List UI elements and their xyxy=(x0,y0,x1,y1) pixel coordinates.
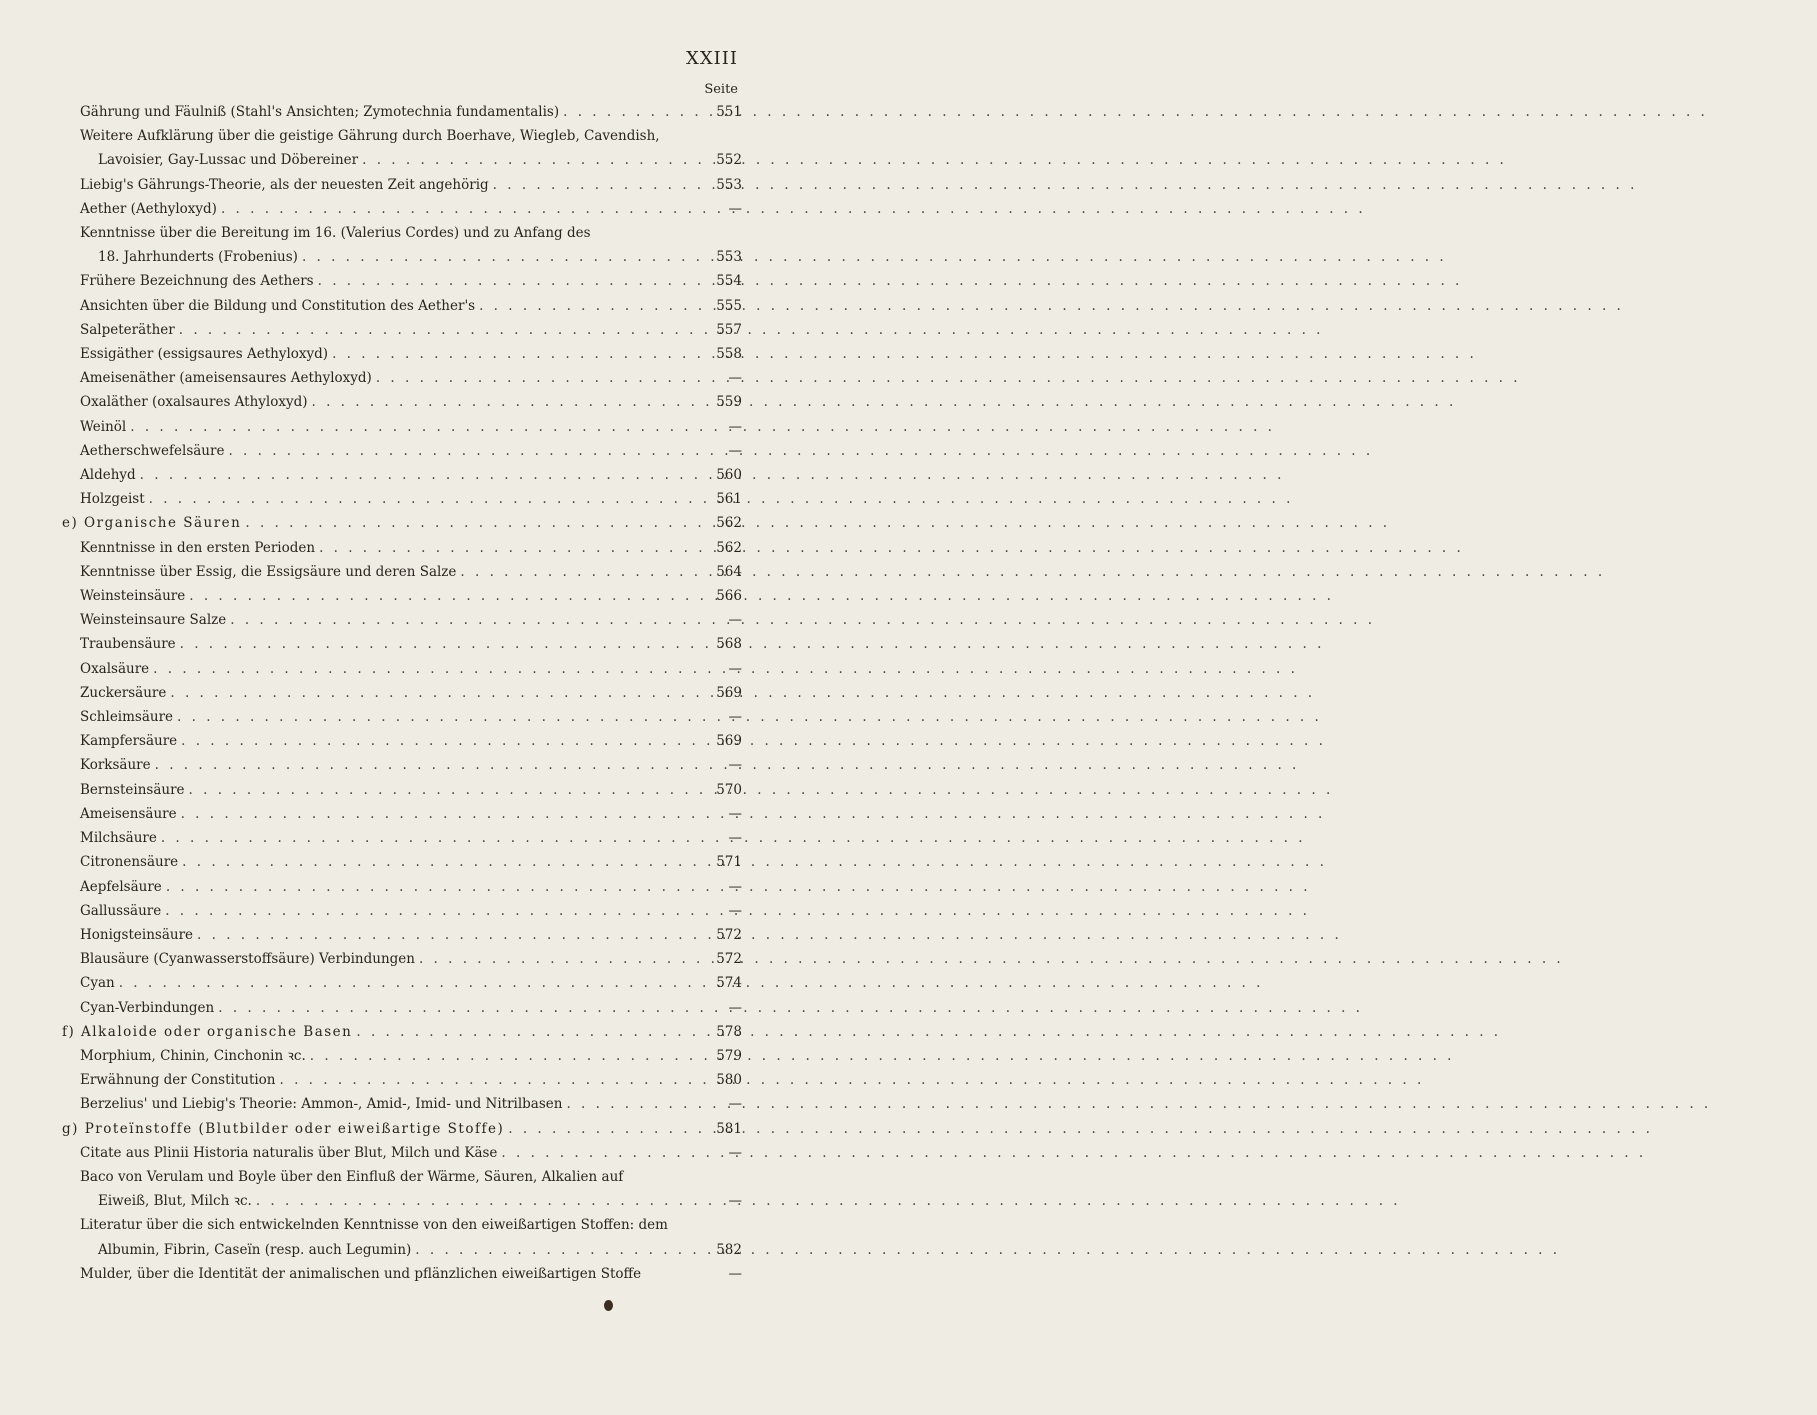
toc-entry xyxy=(62,729,742,753)
toc-entry xyxy=(62,1068,742,1092)
dot-leader xyxy=(197,923,700,947)
toc-entry-title: Aether (Aethyloxyd) xyxy=(80,200,217,217)
toc-entry xyxy=(62,1262,742,1286)
dot-leader xyxy=(218,996,700,1020)
toc-entry-page: 569 xyxy=(716,733,742,750)
toc-entry-title: Eiweiß, Blut, Milch ꝛc. xyxy=(98,1193,252,1210)
toc-entry-page: — xyxy=(728,1265,742,1282)
dot-leader xyxy=(302,245,700,269)
toc-entry-page: 562 xyxy=(716,515,742,532)
dot-leader xyxy=(312,390,700,414)
dot-leader xyxy=(181,802,700,826)
toc-entry-title: Kenntnisse über Essig, die Essigsäure und deren Salze xyxy=(80,563,457,580)
toc-entry xyxy=(62,148,742,172)
toc-entry-page: — xyxy=(728,830,742,847)
toc-entry-title: Oxaläther (oxalsaures Athyloxyd) xyxy=(80,394,308,411)
toc-entry-title: Cyan-Verbindungen xyxy=(80,999,215,1016)
toc-entry xyxy=(62,100,742,124)
toc-entry-page: 558 xyxy=(716,346,742,363)
dot-leader xyxy=(319,536,700,560)
dot-leader xyxy=(161,826,700,850)
toc-entry-page: — xyxy=(728,878,742,895)
toc-entry xyxy=(62,124,742,148)
dot-leader xyxy=(230,608,700,632)
toc-entry-title: f) Alkaloide oder organische Basen xyxy=(62,1023,353,1040)
toc-entry-title: Cyan xyxy=(80,975,115,992)
toc-entry-title: Essigäther (essigsaures Aethyloxyd) xyxy=(80,346,329,363)
toc-entry-title: Weinsteinsäure xyxy=(80,588,186,605)
toc-entry xyxy=(62,1213,742,1237)
dot-leader xyxy=(228,439,700,463)
toc-entry xyxy=(62,923,742,947)
toc-entry xyxy=(62,1092,742,1116)
toc-entry-page: 570 xyxy=(716,781,742,798)
dot-leader xyxy=(280,1068,700,1092)
toc-entry xyxy=(62,463,742,487)
toc-entry-title: Literatur über die sich entwickelnden Kenntnisse von den eiweißartigen Stoffen: dem xyxy=(80,1217,668,1234)
toc-entry-title: Aepfelsäure xyxy=(80,878,162,895)
toc-entry xyxy=(62,439,742,463)
toc-entry-title: Milchsäure xyxy=(80,830,157,847)
toc-entry-title: Kenntnisse in den ersten Perioden xyxy=(80,539,316,556)
toc-entry xyxy=(62,1165,742,1189)
toc-entry-page: 572 xyxy=(716,926,742,943)
dot-leader xyxy=(149,487,700,511)
toc-entry-page: — xyxy=(728,709,742,726)
toc-entry-title: Ameisensäure xyxy=(80,805,177,822)
toc-entry-page: 562 xyxy=(716,539,742,556)
toc-entry-page: — xyxy=(728,805,742,822)
toc-entry-page: — xyxy=(728,418,742,435)
toc-entry-title: Zuckersäure xyxy=(80,684,167,701)
toc-entry-page: — xyxy=(728,1193,742,1210)
dot-leader xyxy=(221,197,700,221)
toc-entry xyxy=(62,294,742,318)
dot-leader xyxy=(256,1189,700,1213)
toc-entry-page: 569 xyxy=(716,684,742,701)
toc-entry-page: — xyxy=(728,660,742,677)
toc-entry xyxy=(62,536,742,560)
dot-leader xyxy=(153,657,700,681)
toc-entry xyxy=(62,971,742,995)
toc-entry-title: Oxalsäure xyxy=(80,660,150,677)
toc-entry-title: Weinsteinsaure Salze xyxy=(80,612,227,629)
toc-entry xyxy=(62,269,742,293)
dot-leader xyxy=(460,560,700,584)
toc-entry xyxy=(62,996,742,1020)
dot-leader xyxy=(415,1238,700,1262)
dot-leader xyxy=(140,463,700,487)
toc-entry-page: 582 xyxy=(716,1241,742,1258)
toc-entry xyxy=(62,1020,742,1044)
toc-entry xyxy=(62,802,742,826)
toc-entry xyxy=(62,390,742,414)
dot-leader xyxy=(493,173,700,197)
toc-entry xyxy=(62,318,742,342)
toc-entry-title: Liebig's Gährungs-Theorie, als der neuesten Zeit angehörig xyxy=(80,176,489,193)
toc-entry-title: Ameisenäther (ameisensaures Aethyloxyd) xyxy=(80,370,372,387)
toc-entry-page: — xyxy=(728,442,742,459)
toc-entry-page: 571 xyxy=(716,854,742,871)
toc-entry xyxy=(62,245,742,269)
toc-entry-page: — xyxy=(728,999,742,1016)
dot-leader xyxy=(566,1092,700,1116)
toc-entry xyxy=(62,826,742,850)
toc-entry xyxy=(62,1238,742,1262)
page-column-label: Seite xyxy=(704,82,738,97)
dot-leader xyxy=(189,778,700,802)
toc-entry-title: Aldehyd xyxy=(80,467,136,484)
toc-entry xyxy=(62,681,742,705)
toc-entry-page: 555 xyxy=(716,297,742,314)
toc-entry-title: Frühere Bezeichnung des Aethers xyxy=(80,273,314,290)
dot-leader xyxy=(419,947,700,971)
toc-entry-page: 572 xyxy=(716,951,742,968)
toc-entry xyxy=(62,657,742,681)
toc-entry-title: Weitere Aufklärung über die geistige Gährung durch Boerhave, Wiegleb, Cavendish, xyxy=(80,128,660,145)
toc-entry-page: 561 xyxy=(716,491,742,508)
toc-entry-title: Albumin, Fibrin, Caseïn (resp. auch Legumin) xyxy=(98,1241,412,1258)
toc-entry-title: g) Proteïnstoffe (Blutbilder oder eiweißartige Stoffe) xyxy=(62,1120,505,1137)
toc-entry-page: — xyxy=(728,612,742,629)
toc-entry-title: Bernsteinsäure xyxy=(80,781,185,798)
toc-entry xyxy=(62,1117,742,1141)
dot-leader xyxy=(155,753,700,777)
dot-leader xyxy=(362,148,700,172)
toc-entry-title: Gallussäure xyxy=(80,902,162,919)
toc-entry-title: Mulder, über die Identität der animalischen und pflänzlichen eiweißartigen Stoffe xyxy=(80,1265,642,1282)
dot-leader xyxy=(356,1020,700,1044)
toc-entry-title: Lavoisier, Gay-Lussac und Döbereiner xyxy=(98,152,359,169)
toc-entry xyxy=(62,415,742,439)
toc-entry-page: 553 xyxy=(716,249,742,266)
dot-leader xyxy=(165,899,700,923)
toc-entry-page: 574 xyxy=(716,975,742,992)
table-of-contents xyxy=(62,100,742,1286)
toc-entry-title: Aetherschwefelsäure xyxy=(80,442,225,459)
toc-entry xyxy=(62,197,742,221)
toc-entry-title: Salpeteräther xyxy=(80,321,175,338)
toc-entry-title: Kenntnisse über die Bereitung im 16. (Valerius Cordes) und zu Anfang des xyxy=(80,225,591,242)
toc-entry xyxy=(62,342,742,366)
toc-entry-title: Kampfersäure xyxy=(80,733,178,750)
toc-entry xyxy=(62,705,742,729)
toc-entry xyxy=(62,850,742,874)
toc-entry xyxy=(62,608,742,632)
toc-entry-title: Citronensäure xyxy=(80,854,179,871)
toc-entry-title: 18. Jahrhunderts (Frobenius) xyxy=(98,249,298,266)
toc-entry xyxy=(62,487,742,511)
toc-entry-page: 554 xyxy=(716,273,742,290)
toc-entry-title: e) Organische Säuren xyxy=(62,515,242,532)
toc-entry-title: Korksäure xyxy=(80,757,151,774)
toc-entry-page: 580 xyxy=(716,1072,742,1089)
dot-leader xyxy=(180,632,700,656)
toc-entry xyxy=(62,875,742,899)
dot-leader xyxy=(181,729,700,753)
toc-entry-title: Weinöl xyxy=(80,418,127,435)
toc-entry xyxy=(62,366,742,390)
toc-entry-page: — xyxy=(728,902,742,919)
toc-entry-page: 557 xyxy=(716,321,742,338)
dot-leader xyxy=(479,294,700,318)
toc-entry-title: Citate aus Plinii Historia naturalis über Blut, Milch und Käse xyxy=(80,1144,498,1161)
ink-blot xyxy=(604,1300,613,1311)
toc-entry-title: Holzgeist xyxy=(80,491,145,508)
toc-entry-title: Honigsteinsäure xyxy=(80,926,194,943)
toc-entry xyxy=(62,1044,742,1068)
toc-entry xyxy=(62,899,742,923)
toc-entry xyxy=(62,1141,742,1165)
toc-entry-page: 559 xyxy=(716,394,742,411)
toc-entry xyxy=(62,584,742,608)
toc-entry-title: Baco von Verulam und Boyle über den Einfluß der Wärme, Säuren, Alkalien auf xyxy=(80,1168,624,1185)
toc-entry-page: — xyxy=(728,200,742,217)
toc-entry-page: 581 xyxy=(716,1120,742,1137)
toc-entry xyxy=(62,632,742,656)
dot-leader xyxy=(245,511,700,535)
toc-entry-page: 564 xyxy=(716,563,742,580)
toc-entry-page: 578 xyxy=(716,1023,742,1040)
toc-entry-page: 553 xyxy=(716,176,742,193)
toc-entry-page: 566 xyxy=(716,588,742,605)
toc-entry xyxy=(62,753,742,777)
toc-entry-page: — xyxy=(728,1144,742,1161)
dot-leader xyxy=(177,705,700,729)
toc-entry-title: Traubensäure xyxy=(80,636,176,653)
dot-leader xyxy=(119,971,700,995)
dot-leader xyxy=(170,681,700,705)
toc-entry xyxy=(62,1189,742,1213)
toc-entry xyxy=(62,778,742,802)
toc-entry-title: Morphium, Chinin, Cinchonin ꝛc. xyxy=(80,1047,306,1064)
toc-entry-page: 560 xyxy=(716,467,742,484)
toc-entry-page: — xyxy=(728,370,742,387)
page-number: XXIII xyxy=(686,48,738,69)
toc-entry-page: 551 xyxy=(716,104,742,120)
toc-entry-page: 579 xyxy=(716,1047,742,1064)
toc-entry-title: Gährung und Fäulniß (Stahl's Ansichten; Zymotechnia fundamentalis) xyxy=(80,104,560,120)
toc-entry-page: 568 xyxy=(716,636,742,653)
dot-leader xyxy=(376,366,700,390)
dot-leader xyxy=(563,100,700,124)
toc-entry xyxy=(62,511,742,535)
toc-entry-title: Ansichten über die Bildung und Constitution des Aether's xyxy=(80,297,476,314)
dot-leader xyxy=(130,415,700,439)
toc-entry-title: Schleimsäure xyxy=(80,709,174,726)
dot-leader xyxy=(332,342,700,366)
dot-leader xyxy=(318,269,700,293)
dot-leader xyxy=(179,318,700,342)
toc-entry xyxy=(62,173,742,197)
dot-leader xyxy=(189,584,700,608)
dot-leader xyxy=(501,1141,700,1165)
dot-leader xyxy=(166,875,700,899)
toc-entry-page: — xyxy=(728,757,742,774)
toc-entry xyxy=(62,947,742,971)
dot-leader xyxy=(310,1044,700,1068)
dot-leader xyxy=(508,1117,700,1141)
toc-entry xyxy=(62,221,742,245)
toc-entry-title: Berzelius' und Liebig's Theorie: Ammon-, Amid-, Imid- und Nitrilbasen xyxy=(80,1096,563,1113)
toc-entry-page: 552 xyxy=(716,152,742,169)
toc-entry-title: Erwähnung der Constitution xyxy=(80,1072,276,1089)
toc-entry-page: — xyxy=(728,1096,742,1113)
toc-entry xyxy=(62,560,742,584)
toc-entry-title: Blausäure (Cyanwasserstoffsäure) Verbindungen xyxy=(80,951,415,968)
dot-leader xyxy=(182,850,700,874)
